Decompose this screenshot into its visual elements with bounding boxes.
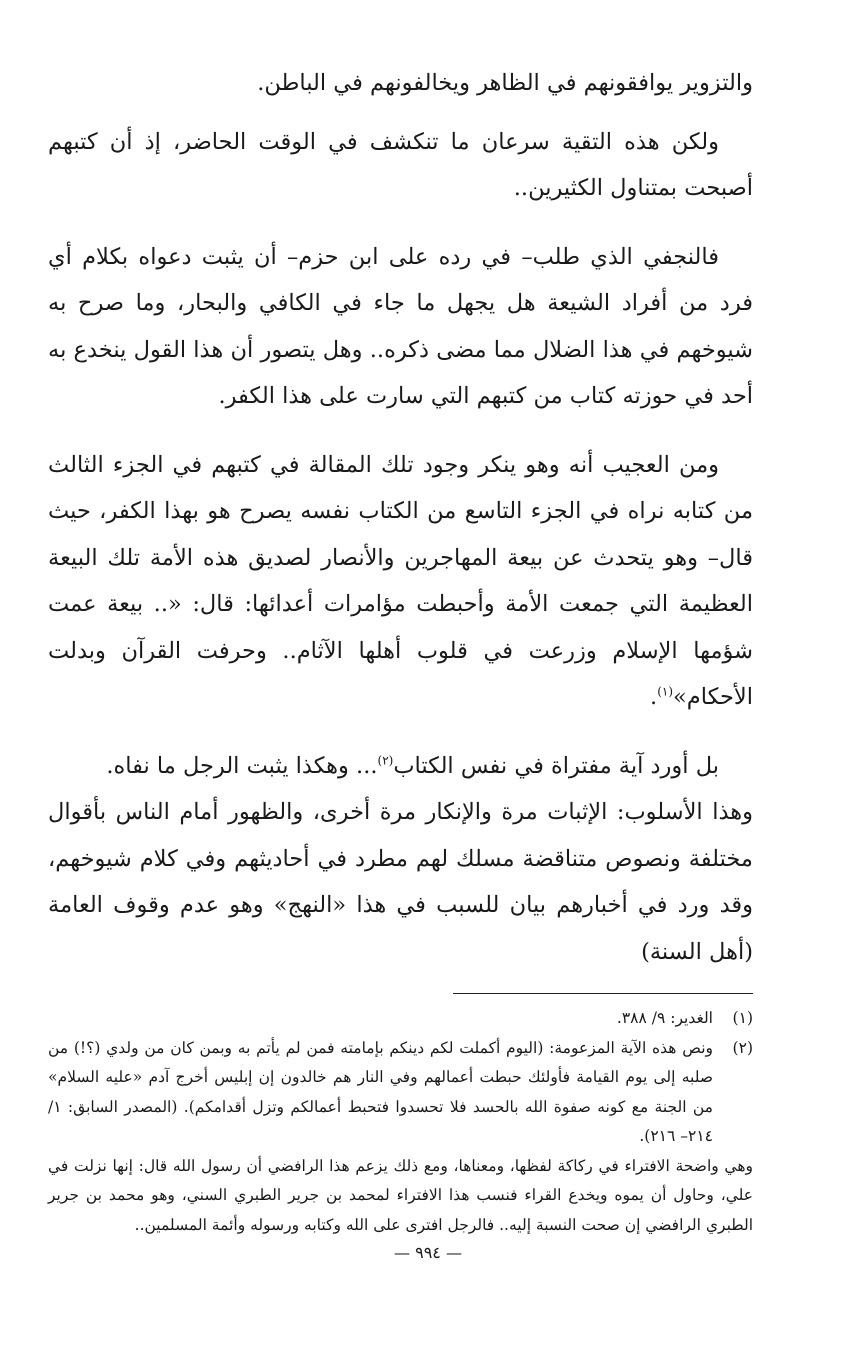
footnote-number: (٢) (732, 1038, 753, 1057)
footnote-number: (١) (732, 1009, 753, 1027)
footnote-ref-1: (١) (657, 684, 674, 699)
footnote-divider (453, 993, 753, 994)
paragraph-fabricated-verse-end: ... وهكذا يثبت الرجل ما نفاه. (106, 752, 378, 779)
footnote-1 (48, 1004, 753, 1034)
paragraph-najafi: فالنجفي الذي طلب– في رده على ابن حزم– أن يثبت دعواه بكلام أي فرد من أفراد الشيعة هل يجهل ما جاء في الكافي والبحار، وما صرح به شيوخهم في هذا الضلال مما مضى ذكره.. وهل يتصور أن هذا القول ينخدع به أحد في حوزته كتاب من كتبهم التي سارت على هذا الكفر. (48, 243, 753, 409)
footnote-2 (48, 1034, 753, 1152)
paragraph-method: وهذا الأسلوب: الإثبات مرة والإنكار مرة أخرى، والظهور أمام الناس بأقوال مختلفة ونصوص متناقضة مسلك لهم مطرد في أحاديثهم وفي كلام شيوخهم، وقد ورد في أخبارهم بيان للسبب في هذا «النهج» وهو عدم وقوف العامة (أهل السنة) (48, 799, 753, 965)
footnote-ref-2: (٢) (377, 753, 394, 767)
paragraph-fabricated-verse-text: بل أورد آية مفتراة في نفس الكتاب (393, 752, 719, 779)
paragraph-fabricated-verse (48, 743, 753, 790)
footnote-continuation: وهي واضحة الافتراء في ركاكة لفظها، ومعناها، ومع ذلك يزعم هذا الرافضي أن رسول الله قال: إنها نزلت في علي، وحاول أن يموه ويخدع القراء فنسب هذا الافتراء لمحمد بن جرير الطبري السني، وهو محمد بن جرير الطبري الرافضي إن صحت النسبة إليه.. فالرجل افترى على الله وكتابه ورسوله وأئمة المسلمين.. (48, 1156, 753, 1234)
footnote-text: ونص هذه الآية المزعومة: (اليوم أكملت لكم دينكم بإمامته فمن لم يأتم به وبمن كان من ولدي (؟!) من صلبه إلى يوم القيامة فأولئك حبطت أعمالهم وفي النار هم خالدون إن إبليس أخرج آدم «عليه السلام» من الجنة مع كونه صفوة الله بالحسد فلا تحسدوا فتحبط أعمالكم وتزل أقدامكم). (المصدر السابق: ١/ ٢١٤– ٢١٦). (48, 1038, 713, 1145)
page (48, 60, 753, 1240)
page-number: — ٩٩٤ — (394, 1243, 462, 1262)
paragraph-strange-text: ومن العجيب أنه وهو ينكر وجود تلك المقالة في كتبهم في الجزء الثالث من كتابه نراه في الجزء التاسع من الكتاب نفسه يصرح هو بهذا الكفر، حيث قال– وهو يتحدث عن بيعة المهاجرين والأنصار لصديق هذه الأمة تلك البيعة العظيمة التي جمعت الأمة وأحبطت مؤامرات أعدائها: قال: «.. بيعة عمت شؤمها الإسلام وزرعت في قلوب أهلها الآثام.. وحرفت القرآن وبدلت الأحكام» (48, 451, 753, 710)
footnotes (48, 1004, 753, 1240)
footnote-text: الغدير: ٩/ ٣٨٨. (616, 1009, 713, 1027)
paragraph-continuation: والتزوير يوافقونهم في الظاهر ويخالفونهم في الباطن. (257, 70, 753, 96)
body-text (48, 60, 753, 975)
paragraph-taqiyya: ولكن هذه التقية سرعان ما تنكشف في الوقت الحاضر، إذ أن كتبهم أصبحت بمتناول الكثيرين.. (48, 128, 753, 201)
paragraph-strange: ومن العجيب أنه وهو ينكر وجود تلك المقالة في كتبهم في الجزء الثالث من كتابه نراه في الجزء التاسع من الكتاب نفسه يصرح هو بهذا الكفر، حيث قال– وهو يتحدث عن بيعة المهاجرين والأنصار لصديق هذه الأمة تلك البيعة العظيمة التي جمعت الأمة وأحبطت مؤامرات أعدائها: قال: «.. بيعة عمت شؤمها الإسلام وزرعت في قلوب أهلها الآثام.. وحرفت القرآن وبدلت الأحكام»$^{(١)}$. (48, 451, 753, 710)
